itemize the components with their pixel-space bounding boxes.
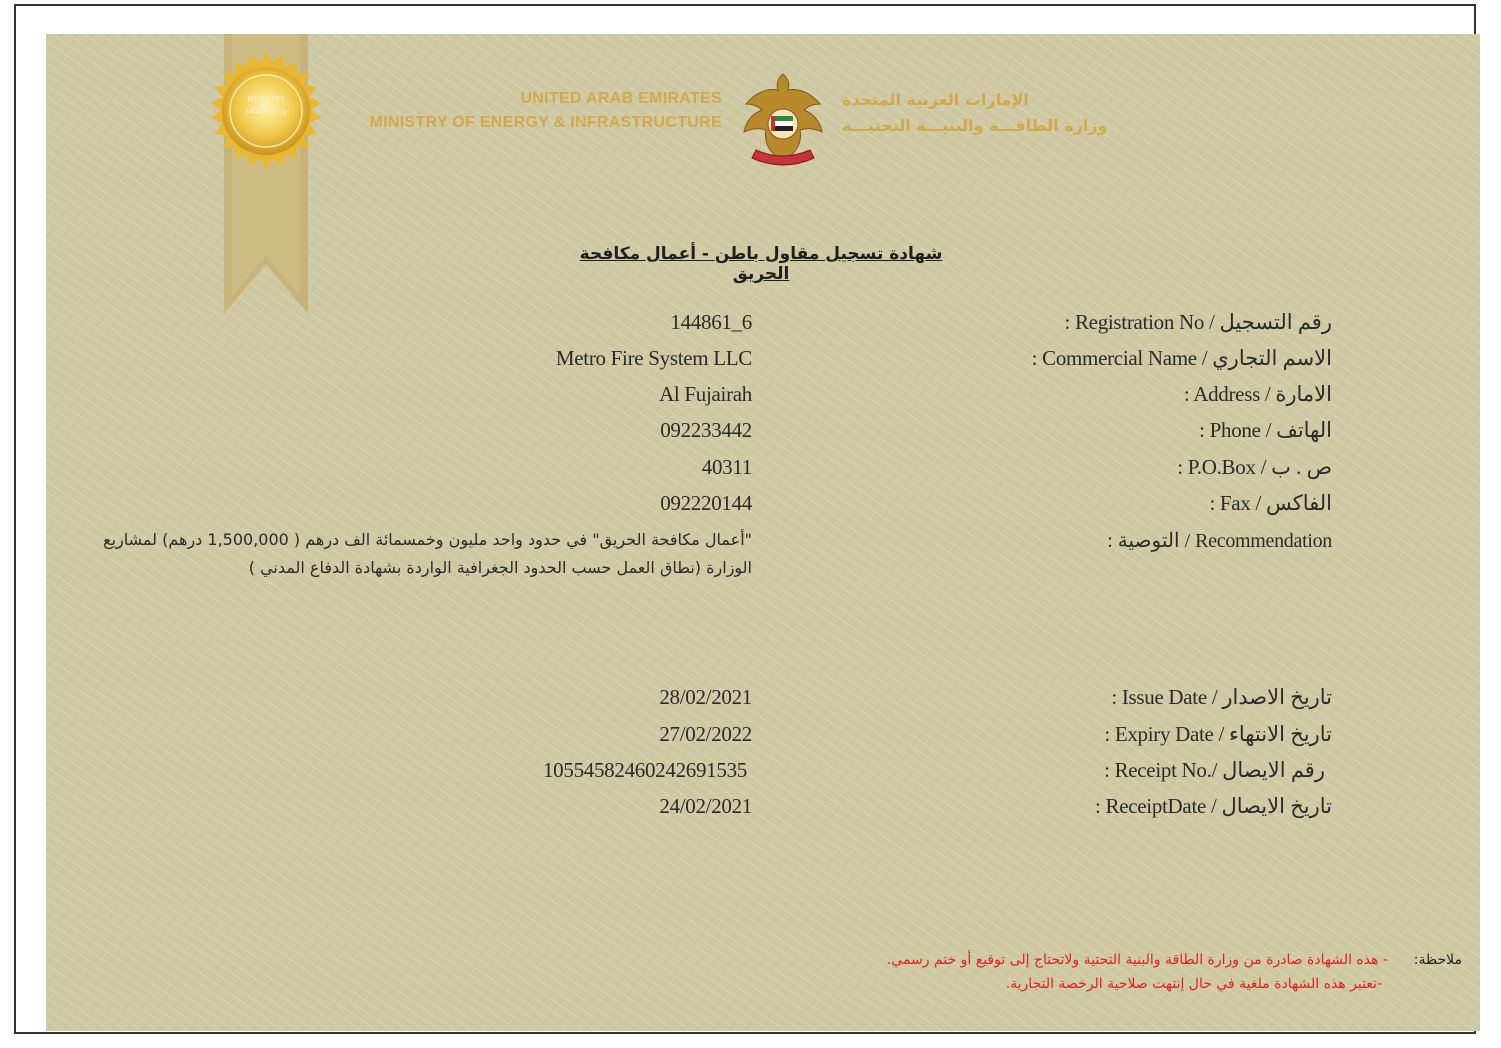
field-row-issue-date <box>46 685 1480 721</box>
field-row-receipt-date <box>46 794 1480 830</box>
note-label: ملاحظة: <box>1413 952 1462 968</box>
receipt-date-value: 24/02/2021 <box>659 794 752 818</box>
commercial-name-label: : Commercial Name / الاسم التجاري <box>1031 346 1332 370</box>
po-box-label: : P.O.Box / ص . ب <box>1177 455 1332 479</box>
header-arabic-line1: الإمارات العربية المتحدة <box>842 90 1029 109</box>
seal-text-line1: MINISTRY <box>247 95 285 104</box>
receipt-no-label: : Receipt No./ رقم الايصال <box>1104 758 1325 782</box>
expiry-date-label: : Expiry Date / تاريخ الانتهاء <box>1104 722 1332 746</box>
header-arabic-line2: وزارة الطاقـــة والبنيـــة التحتيـــة <box>842 116 1108 135</box>
recommendation-line2: الوزارة (نطاق العمل حسب الحدود الجغرافية الواردة بشهادة الدفاع المدني ) <box>248 558 752 577</box>
field-row-receipt-no <box>46 758 1480 794</box>
field-row-phone <box>46 418 1480 454</box>
field-row-address <box>46 382 1480 418</box>
recommendation-line1: "أعمال مكافحة الحريق" في حدود واحد مليون وخمسمائة الف درهم ( 1,500,000 درهم) لمشاريع <box>103 530 752 549</box>
address-value: Al Fujairah <box>659 382 752 406</box>
header-english-line1: UNITED ARAB EMIRATES <box>520 90 722 107</box>
expiry-date-value: 27/02/2022 <box>659 722 752 746</box>
fax-value: 092220144 <box>660 491 752 515</box>
registration-label: : Registration No / رقم التسجيل <box>1064 310 1332 334</box>
commercial-name-value: Metro Fire System LLC <box>555 346 752 370</box>
phone-label: : Phone / الهاتف <box>1199 418 1332 442</box>
receipt-date-label: : ReceiptDate / تاريخ الايصال <box>1095 794 1332 818</box>
recommendation-label: : التوصية / Recommendation <box>1107 530 1332 552</box>
field-row-registration <box>46 310 1480 346</box>
recommendation-text <box>52 526 752 582</box>
po-box-value: 40311 <box>701 455 752 479</box>
seal-text-line2: وزارة الطاقة <box>244 106 288 115</box>
header-english-line2: MINISTRY OF ENERGY & INFRASTRUCTURE <box>369 114 722 131</box>
seal-text <box>218 94 314 116</box>
registration-value: 144861_6 <box>670 310 752 334</box>
note-line2: -تعتبر هذه الشهادة ملغية في حال إنتهت صلاحية الرخصة التجارية. <box>1005 976 1382 992</box>
note-line1: - هذه الشهادة صادرة من وزارة الطاقة والبنية التحتية ولاتحتاج إلى توقيع أو ختم رسمي. <box>886 952 1388 968</box>
phone-value: 092233442 <box>660 418 752 442</box>
address-label: : Address / الامارة <box>1183 382 1332 406</box>
field-row-fax <box>46 491 1480 527</box>
field-row-expiry-date <box>46 722 1480 758</box>
certificate-paper <box>46 34 1480 1031</box>
field-row-po-box <box>46 455 1480 491</box>
field-row-commercial-name <box>46 346 1480 382</box>
issue-date-value: 28/02/2021 <box>659 685 752 709</box>
certificate-title: شهادة تسجيل مقاول باطن - أعمال مكافحة الحريق <box>579 244 943 284</box>
fax-label: : Fax / الفاكس <box>1209 491 1332 515</box>
issue-date-label: : Issue Date / تاريخ الاصدار <box>1111 685 1332 709</box>
receipt-no-value: 10554582460242691535 <box>542 758 747 782</box>
uae-emblem-icon <box>738 70 828 174</box>
document-frame <box>14 4 1476 1034</box>
